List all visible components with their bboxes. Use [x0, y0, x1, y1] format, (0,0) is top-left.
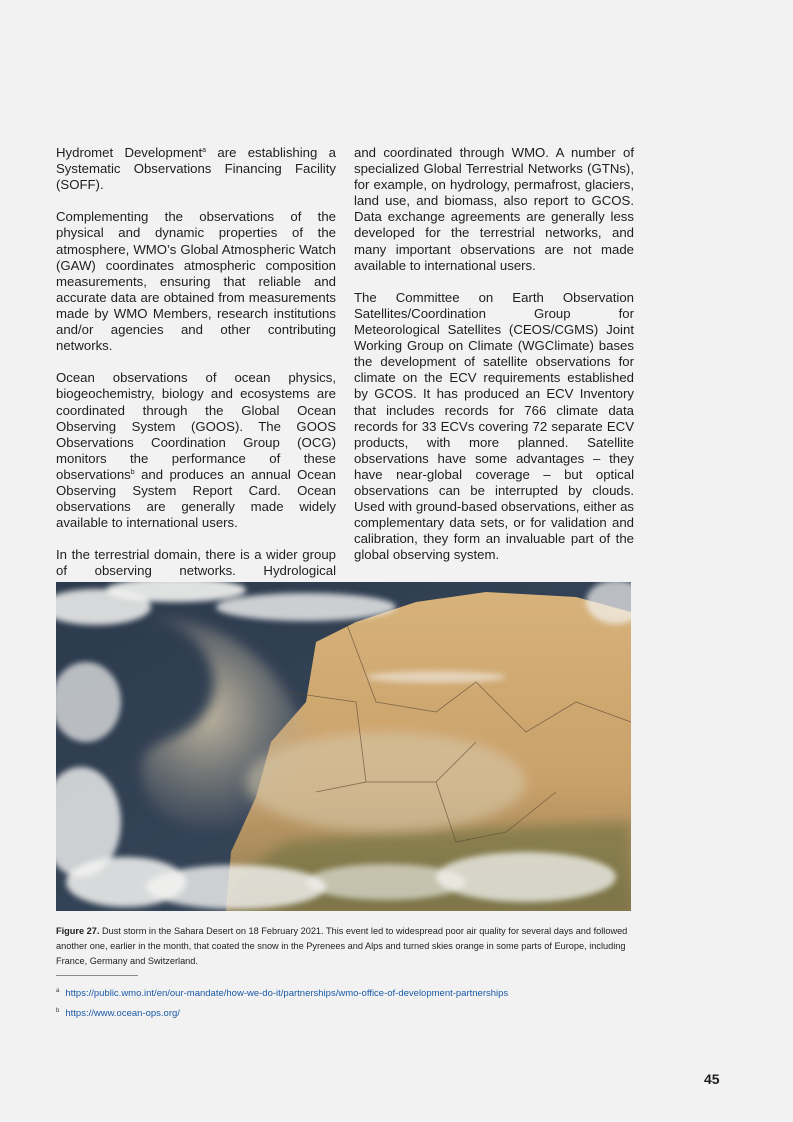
paragraph-soff: Hydromet Development$^a$ are establishing a Systematic Observations Financing Facility (SOFF).: [56, 145, 336, 193]
paragraph-goos: Ocean observations of ocean physics, biogeochemistry, biology and ecosystems are coordinated through the Global Ocean Observing System (GOOS). The GOOS Observations Coordination Group (OCG) monitors the performance of these observations$^b$ and produces an annual Ocean Observing System Report Card. Ocean observations are generally made widely available to international users.: [56, 370, 336, 531]
footnote-b-mark: b: [56, 1008, 60, 1014]
paragraph-terrestrial: In the terrestrial domain, there is a wider group of observing networks. Hydrological: [56, 547, 336, 579]
footnote-ref-b[interactable]: b: [130, 468, 135, 476]
footnote-divider: [56, 975, 138, 976]
paragraph-gaw: Complementing the observations of the physical and dynamic properties of the atmosphere, WMO’s Global Atmospheric Watch (GAW) coordinates atmospheric composition measurements, ensuring that reliable and accurate data are obtained from measurements made by WMO Members, research institutions and/or agencies and other contributing networks.: [56, 209, 336, 354]
figure-caption: [56, 924, 636, 969]
footnote-ref-a[interactable]: a: [202, 147, 207, 154]
footnote-a-link[interactable]: https://public.wmo.int/en/our-mandate/how-we-do-it/partnerships/wmo-office-of-development-partnerships: [65, 988, 509, 999]
left-text-column: [56, 145, 336, 612]
paragraph-gtn: and coordinated through WMO. A number of specialized Global Terrestrial Networks (GTNs), for example, on hydrology, permafrost, glaciers, land use, and biomass, also report to GCOS. Data exchange agreements are generally less developed for the terrestrial networks, and many important observations are not made available to international users.: [354, 145, 634, 273]
paragraph-ceos-cgms: The Committee on Earth Observation Satellites/Coordination Group for Meteorological Satellites (CEOS/CGMS) Joint Working Group on Climate (WGClimate) bases the development of satellite observations for climate on the ECV requirements established by GCOS. It has produced an ECV Inventory that includes records for 766 climate data records for 33 ECVs covering 72 separate ECV products, with more planned. Satellite observations have some advantages – they have near-global coverage – but optical observations can be interrupted by clouds. Used with ground-based observations, either as complementary data sets, or for validation and calibration, they form an invaluable part of the global observing system.: [354, 289, 634, 563]
satellite-image-dust-storm: [56, 582, 631, 911]
right-text-column: [354, 145, 634, 580]
footnote-b-link[interactable]: https://www.ocean-ops.org/: [65, 1008, 180, 1019]
footnote-b: [56, 1005, 180, 1020]
figure-caption-text: Dust storm in the Sahara Desert on 18 February 2021. This event led to widespread poor air quality for several days and followed another one, earlier in the month, that coated the snow in the Pyrenees and Alps and turned skies orange in some parts of Europe, including France, Germany and Switzerland.: [56, 926, 628, 966]
footnote-a-mark: a: [56, 988, 60, 994]
footnote-a: [56, 985, 508, 1000]
figure-label: Figure 27.: [56, 926, 100, 936]
page-number: 45: [704, 1071, 720, 1087]
